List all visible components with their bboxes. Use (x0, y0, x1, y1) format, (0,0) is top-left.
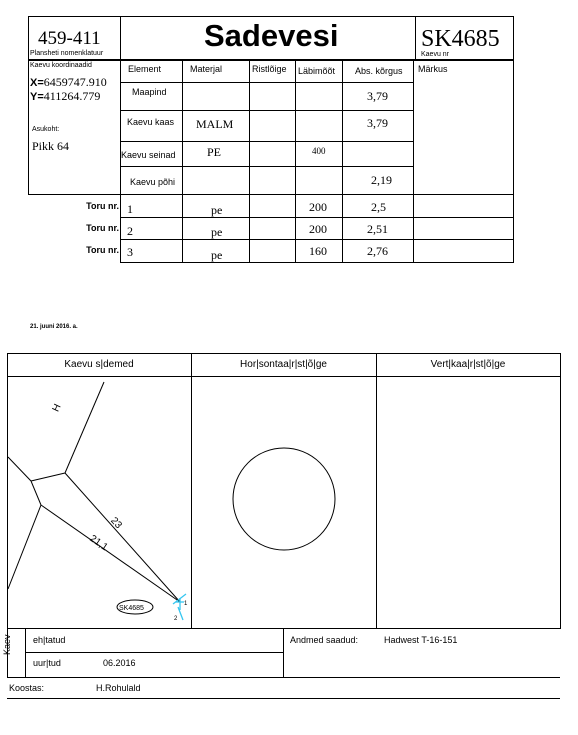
col-line-4 (342, 60, 343, 263)
row-diameter: 400 (312, 146, 326, 156)
drawings-right-border (560, 353, 561, 629)
header-sep-2 (415, 16, 416, 60)
horizontal-section-header: Hor|sontaa|r|st|õ|ge (240, 359, 327, 370)
pipe-number-2: 2 (174, 616, 178, 622)
row-element: Kaevu kaas (127, 117, 175, 127)
row-element: Kaevu põhi (130, 177, 176, 187)
vertical-section-header: Vert|kaa|r|st|õ|ge (430, 359, 506, 370)
coord-x (30, 75, 107, 90)
col-line-5 (413, 60, 414, 263)
col-header-height: Abs. kõrgus (355, 66, 403, 76)
pipe-diameter: 200 (309, 200, 327, 214)
coord-x-value: 6459747.910 (43, 75, 107, 89)
col-header-diameter: Läbimõõt (298, 66, 336, 76)
col-line-3 (295, 60, 296, 263)
building-wall-5 (8, 457, 31, 481)
coord-y-label: Y= (30, 91, 44, 103)
row-line-7 (120, 262, 514, 263)
pipe-number-1: 1 (184, 601, 188, 607)
table-left-border (120, 60, 121, 263)
building-wall-2 (31, 473, 65, 481)
house-label: H (50, 402, 64, 414)
building-wall-3 (31, 481, 41, 505)
pipe-label: Toru nr. (86, 201, 119, 211)
drawings-sep-2 (376, 353, 377, 629)
row-height: 3,79 (367, 116, 388, 130)
table-right-border (513, 195, 514, 263)
well-label: SK4685 (119, 605, 144, 612)
pipe-material: pe (211, 248, 223, 262)
well-caption: Kaevu nr (421, 51, 450, 58)
row-element: Maapind (132, 87, 167, 97)
location-caption: Asukoht: (32, 126, 60, 133)
col-header-material: Materjal (190, 64, 223, 74)
col-header-element: Element (128, 64, 162, 74)
row-material: PE (207, 145, 222, 159)
pipe-material: pe (211, 203, 223, 217)
sketch-header: Kaevu s|demed (64, 359, 134, 370)
col-line-1 (182, 60, 183, 263)
pipe-height: 2,5 (371, 200, 386, 214)
page-title: Sadevesi (204, 18, 339, 53)
pipe-height: 2,76 (367, 244, 388, 258)
pipe-diameter: 200 (309, 222, 327, 236)
footer-label-1: eh|tatud (33, 635, 66, 645)
row-line-4 (120, 166, 414, 167)
author-label: Koostas: (9, 683, 45, 693)
pipe-label: Toru nr. (86, 245, 119, 255)
row-material: MALM (196, 117, 234, 131)
pipe-height: 2,51 (367, 222, 388, 236)
plan-caption: Plansheti nomenklatuur (30, 50, 104, 57)
coord-y (30, 89, 100, 104)
source-value: Hadwest T-16-151 (384, 635, 458, 645)
footer-label-2: uur|tud (33, 658, 61, 668)
footer-mid-sep (283, 628, 284, 677)
row-line-6 (120, 239, 514, 240)
pipe-material: pe (211, 225, 223, 239)
location-value: Pikk 64 (32, 139, 70, 153)
footer-date-2: 06.2016 (103, 658, 136, 668)
row-element: Kaevu seinad (121, 150, 176, 160)
pipe-nr: 3 (127, 245, 133, 259)
well-cross-section (233, 448, 335, 550)
col-header-note: Märkus (418, 64, 448, 74)
row-line-1 (120, 82, 414, 83)
source-label: Andmed saadud: (290, 635, 359, 645)
row-height: 3,79 (367, 89, 388, 103)
dim-line-23 (65, 473, 180, 602)
header-divider (28, 59, 514, 61)
row-line-2 (120, 110, 414, 111)
pipe-diameter: 160 (309, 244, 327, 258)
row-line-3 (120, 141, 414, 142)
header-sep-1 (120, 16, 121, 60)
well-sketch (8, 377, 191, 628)
footer-side-label: Kaev (2, 634, 12, 655)
well-id: SK4685 (421, 26, 500, 52)
document-date: 21. juuni 2016. a. (30, 324, 78, 330)
footer-bottom-line (7, 677, 560, 678)
pipe-label: Toru nr. (86, 223, 119, 233)
dim-label-21-1: 21,1 (87, 533, 110, 554)
footer-mid-line (25, 652, 283, 653)
building-wall-1 (65, 382, 104, 473)
col-header-section: Ristlõige (252, 64, 287, 74)
horizontal-section (192, 377, 376, 628)
coord-y-value: 411264.779 (43, 89, 101, 103)
pipe-nr: 2 (127, 224, 133, 238)
author-value: H.Rohulald (96, 683, 141, 693)
row-height: 2,19 (371, 173, 392, 187)
row-line-5 (120, 217, 514, 218)
footer-end-line (7, 698, 560, 699)
building-wall-4 (8, 505, 41, 589)
dim-label-23: 23 (108, 515, 124, 531)
coords-caption: Kaevu koordinaadid (30, 62, 92, 69)
coord-x-label: X= (30, 77, 44, 89)
pipe-nr: 1 (127, 202, 133, 216)
col-line-2 (249, 60, 250, 263)
drawings-top-border (7, 353, 560, 354)
plan-number: 459-411 (38, 28, 101, 49)
